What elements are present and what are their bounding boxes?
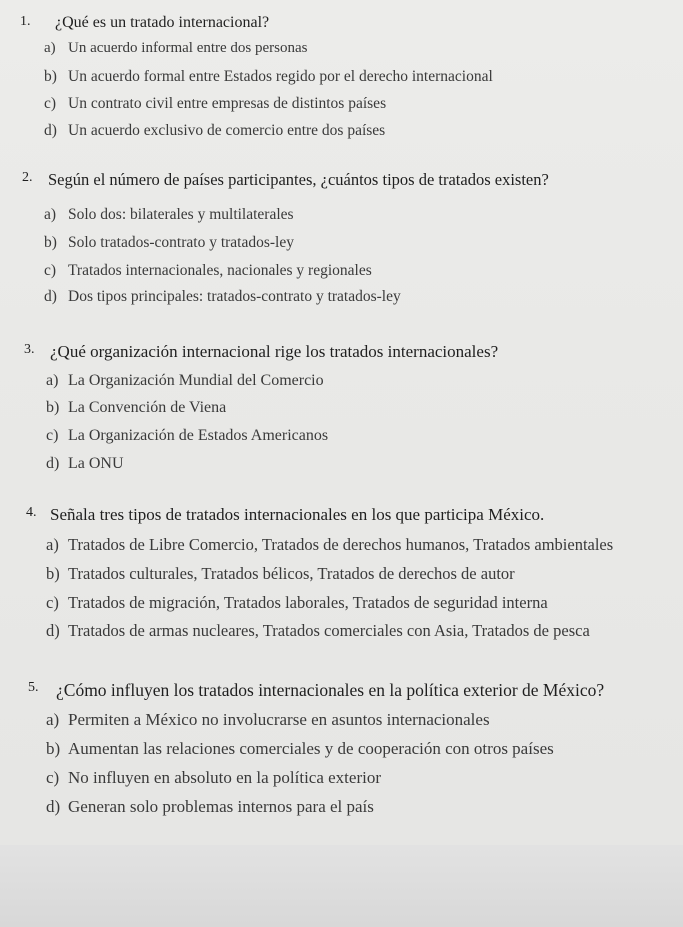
question-number: 5. [28,680,39,695]
option-c [44,262,372,280]
option-text: Dos tipos principales: tratados-contrato y tratados-ley [68,288,401,305]
option-d [46,455,124,473]
option-text: Un contrato civil entre empresas de distintos países [68,95,387,112]
option-a [46,372,324,390]
option-text: Solo dos: bilaterales y multilaterales [68,206,294,223]
option-letter: b) [46,564,60,583]
option-text: Tratados culturales, Tratados bélicos, Tratados de derechos de autor [68,564,515,583]
option-d [46,621,590,641]
option-letter: d) [46,621,60,640]
option-letter: a) [46,535,59,554]
option-a [46,710,490,730]
option-text: Tratados internacionales, nacionales y regionales [68,262,372,279]
option-text: Permiten a México no involucrarse en asuntos internacionales [68,710,490,729]
question-number: 1. [20,14,31,29]
option-c [46,427,328,445]
question-text: Según el número de países participantes, ¿cuántos tipos de tratados existen? [48,170,549,189]
option-d [44,122,385,140]
option-text: Generan solo problemas internos para el país [68,797,374,816]
question-text: Señala tres tipos de tratados internacionales en los que participa México. [50,505,545,524]
question-text: ¿Qué es un tratado internacional? [55,14,270,31]
option-b [46,399,226,417]
option-text: Un acuerdo exclusivo de comercio entre dos países [68,122,386,139]
option-letter: a) [46,710,60,729]
option-c [46,768,381,788]
option-d [44,288,401,306]
option-b [46,739,554,759]
option-letter: d) [46,797,61,816]
option-letter: b) [44,234,57,251]
option-text: Tratados de Libre Comercio, Tratados de derechos humanos, Tratados ambientales [68,535,614,554]
option-text: Tratados de armas nucleares, Tratados comerciales con Asia, Tratados de pesca [68,621,590,640]
option-text: Solo tratados-contrato y tratados-ley [68,234,294,251]
question-number: 4. [26,505,37,520]
question-text: ¿Qué organización internacional rige los tratados internacionales? [50,342,499,361]
option-a [44,40,308,57]
option-letter: b) [44,68,57,85]
option-a [44,206,294,224]
option-c [44,95,386,113]
option-letter: c) [44,262,57,279]
option-letter: a) [44,206,57,223]
option-d [46,797,374,817]
option-letter: c) [46,593,59,612]
question-number: 3. [24,342,35,357]
option-text: Un acuerdo informal entre dos personas [68,40,308,56]
option-letter: b) [46,399,60,416]
option-letter: d) [44,288,57,305]
option-letter: a) [46,372,59,389]
option-letter: d) [44,122,57,139]
option-text: La Organización de Estados Americanos [68,427,329,444]
option-b [46,564,515,584]
option-letter: a) [44,40,56,56]
option-text: Un acuerdo formal entre Estados regido por el derecho internacional [68,68,493,85]
question-text: ¿Cómo influyen los tratados internacionales en la política exterior de México? [56,680,605,700]
option-letter: c) [46,768,60,787]
option-c [46,593,548,613]
option-a [46,535,613,555]
option-text: La ONU [68,455,124,472]
option-letter: c) [46,427,59,444]
background-surface [0,845,683,927]
question-number: 2. [22,170,33,185]
option-b [44,68,493,86]
option-letter: c) [44,95,57,112]
option-text: No influyen en absoluto en la política exterior [68,768,381,787]
option-letter: d) [46,455,60,472]
option-text: Tratados de migración, Tratados laborales, Tratados de seguridad interna [68,593,548,612]
option-text: La Organización Mundial del Comercio [68,372,324,389]
option-b [44,234,294,252]
option-letter: b) [46,739,61,758]
option-text: La Convención de Viena [68,399,227,416]
option-text: Aumentan las relaciones comerciales y de cooperación con otros países [68,739,554,758]
